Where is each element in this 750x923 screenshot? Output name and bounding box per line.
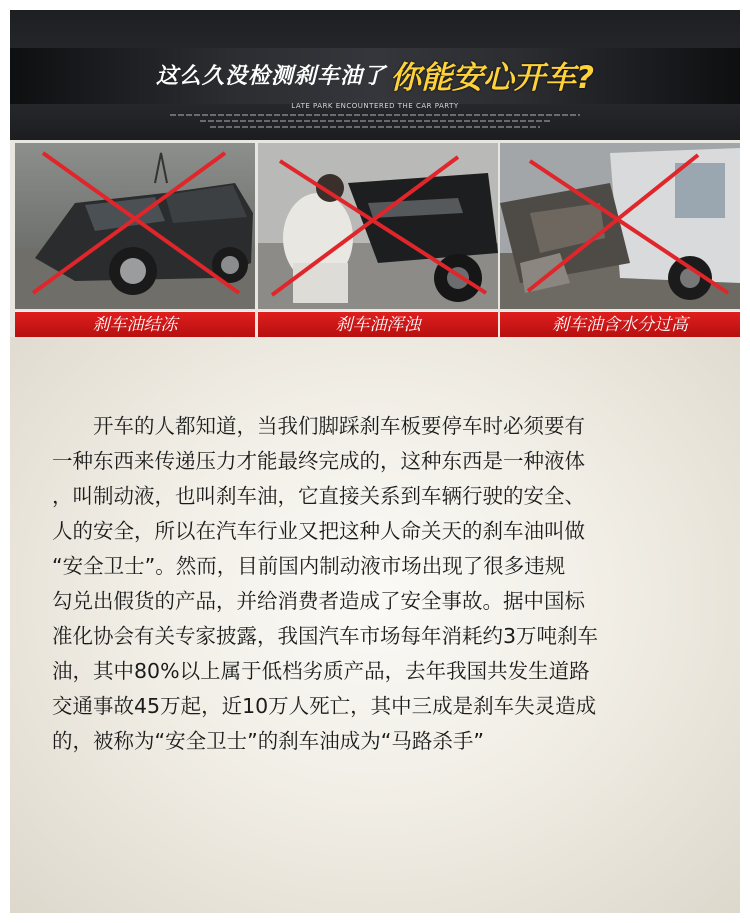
article-line: 开车的人都知道，当我们脚踩刹车板要停车时必须要有 — [52, 414, 585, 438]
article-line: 的，被称为“安全卫士”的刹车油成为“马路杀手” — [52, 729, 484, 753]
banner-fine-print — [210, 126, 540, 128]
headline — [10, 52, 740, 97]
header-banner — [10, 10, 740, 140]
caption-frozen: 刹车油结冻 — [15, 311, 255, 338]
banner-fine-print — [170, 114, 580, 116]
photo-card-murky — [258, 143, 498, 335]
caption-murky: 刹车油浑浊 — [258, 311, 498, 338]
article-line: 油，其中80%以上属于低档劣质产品，去年我国共发生道路 — [52, 659, 590, 683]
article-line: 勾兑出假货的产品，并给消费者造成了安全事故。据中国标 — [52, 589, 585, 613]
headline-accent: 你能安心开车? — [390, 60, 594, 96]
article-line: ，叫制动液，也叫刹车油，它直接关系到车辆行驶的安全、 — [52, 484, 585, 508]
article-line: 人的安全，所以在汽车行业又把这种人命关天的刹车油叫做 — [52, 519, 585, 543]
caption-water: 刹车油含水分过高 — [500, 311, 740, 338]
article-panel — [10, 337, 740, 913]
headline-main: 这么久没检测刹车油了 — [156, 64, 387, 89]
red-x-icon — [258, 143, 498, 309]
banner-fine-print — [200, 120, 550, 122]
photo-strip — [10, 140, 740, 337]
red-x-icon — [15, 143, 255, 309]
article-line: “安全卫士”。然而，目前国内制动液市场出现了很多违规 — [52, 554, 566, 578]
article-line: 准化协会有关专家披露，我国汽车市场每年消耗约3万吨刹车 — [52, 624, 599, 648]
article-line: 交通事故45万起，近10万人死亡，其中三成是刹车失灵造成 — [52, 694, 597, 718]
article-line: 一种东西来传递压力才能最终完成的，这种东西是一种液体 — [52, 449, 585, 473]
banner-subtitle: LATE PARK ENCOUNTERED THE CAR PARTY — [291, 102, 459, 110]
photo-card-water — [500, 143, 740, 335]
red-x-icon — [500, 143, 740, 309]
photo-card-frozen — [15, 143, 255, 335]
article-body — [52, 409, 716, 759]
